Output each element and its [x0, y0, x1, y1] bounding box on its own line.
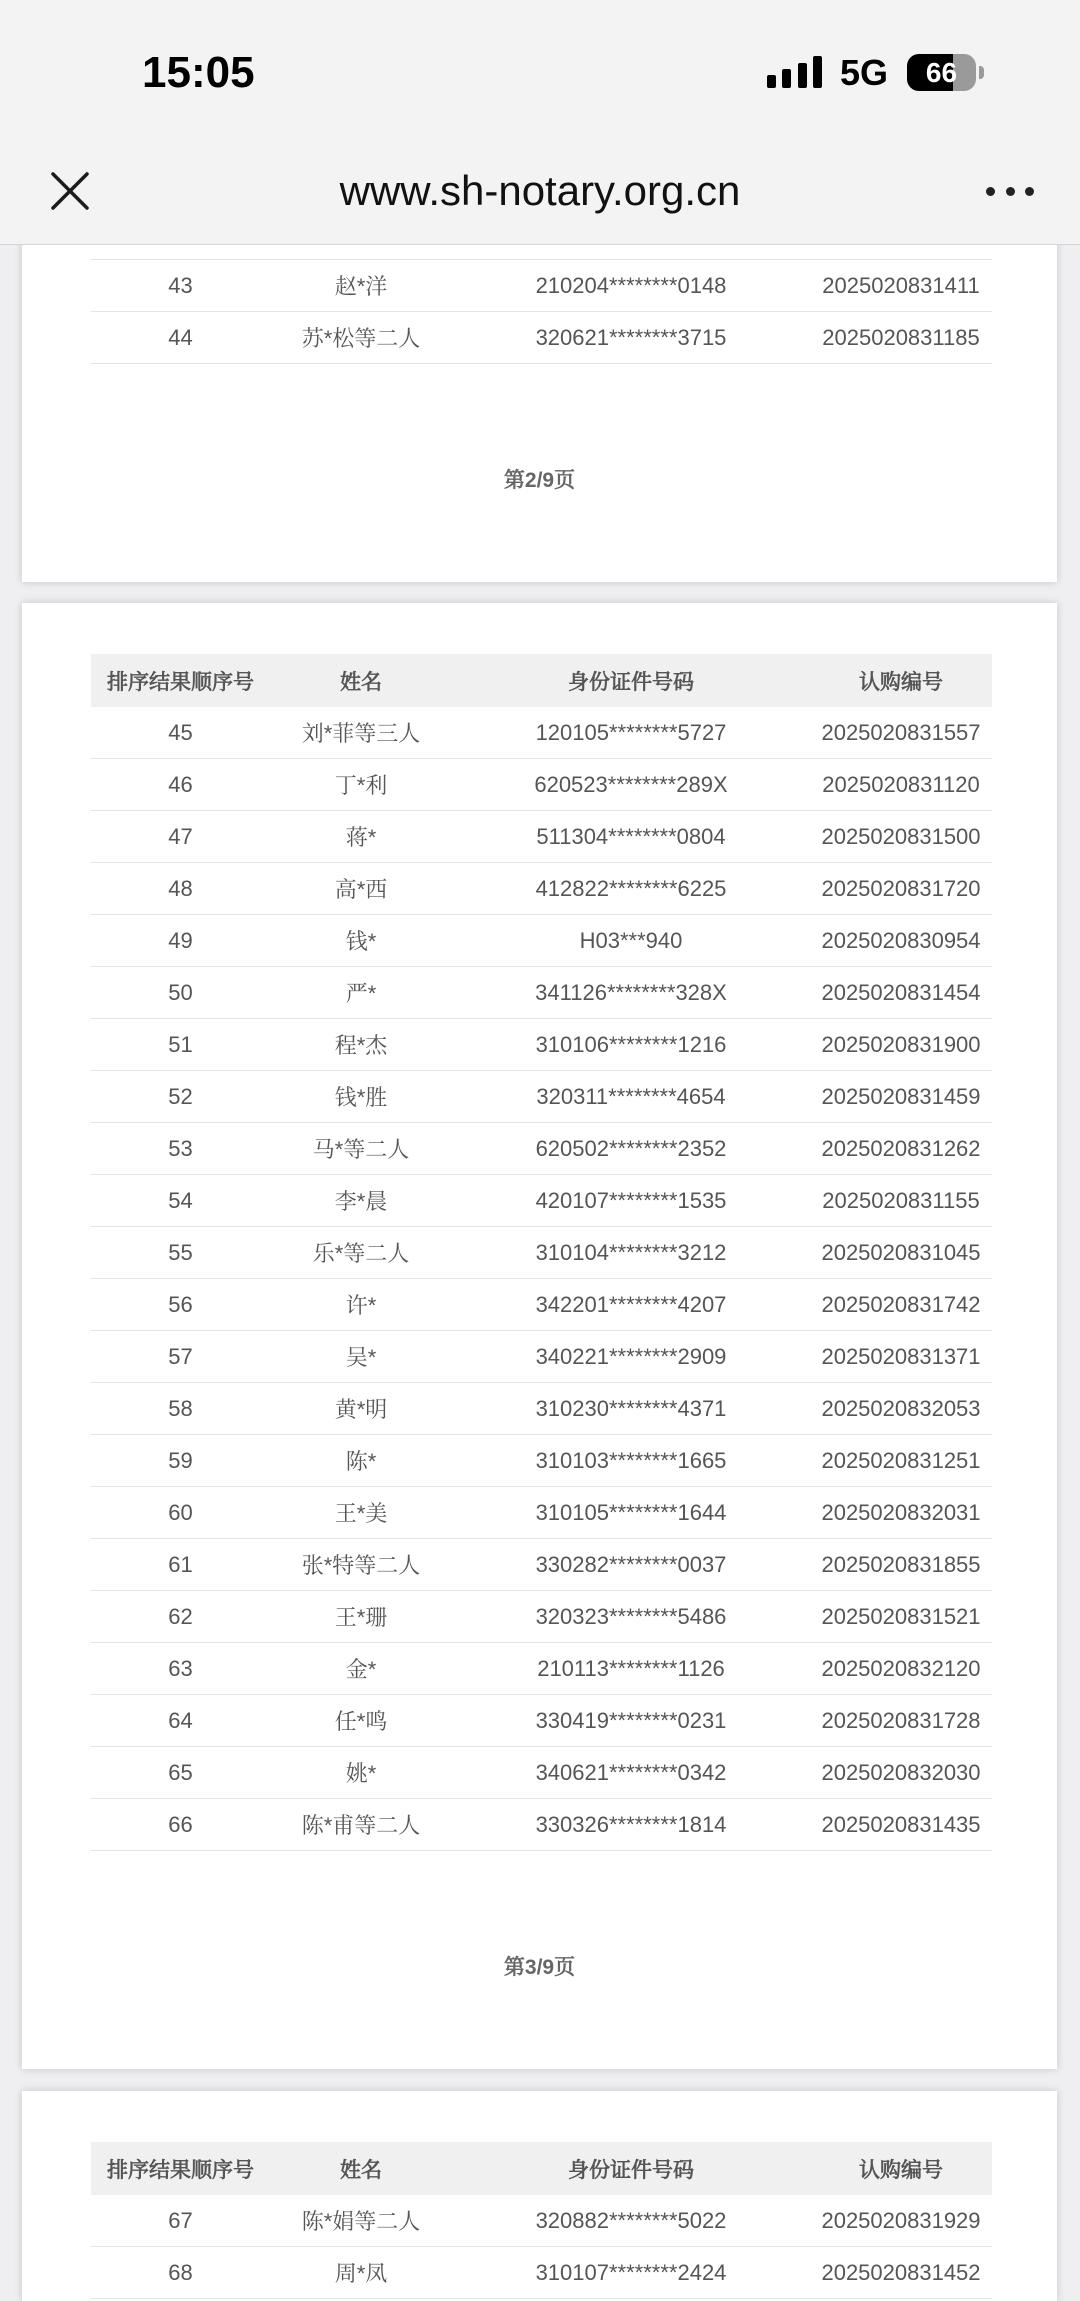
table-row: [91, 1331, 992, 1383]
table-row: [91, 2195, 992, 2247]
cell-rank: 56: [168, 1291, 193, 1317]
cell-name: 陈*甫等二人: [301, 1813, 421, 1838]
column-header-subscription-no: 认购编号: [859, 2158, 943, 2182]
cell-name: 任*鸣: [334, 1709, 388, 1734]
cell-id-number: 310105********1644: [535, 1499, 727, 1525]
cell-id-number: 340221********2909: [535, 1343, 727, 1369]
cell-rank: 63: [168, 1655, 193, 1681]
cell-rank: 58: [168, 1395, 193, 1421]
more-icon-dot: [986, 187, 995, 196]
cell-rank: 57: [168, 1343, 193, 1369]
cell-id-number: 320323********5486: [535, 1603, 727, 1629]
cell-rank: 65: [168, 1759, 193, 1785]
table-row: [91, 863, 992, 915]
table-row: [91, 1747, 992, 1799]
cell-name: 李*晨: [334, 1189, 388, 1214]
cell-name: 姚*: [345, 1761, 377, 1786]
cell-subscription-no: 2025020831500: [821, 823, 981, 849]
cell-subscription-no: 2025020831435: [821, 1811, 981, 1837]
cell-subscription-no: 2025020831371: [821, 1343, 981, 1369]
cell-rank: 43: [168, 272, 193, 298]
cell-id-number: 330326********1814: [535, 1811, 727, 1837]
cell-id-number: 320882********5022: [535, 2207, 727, 2233]
cell-id-number: 310230********4371: [535, 1395, 727, 1421]
cell-name: 钱*胜: [334, 1085, 388, 1110]
cell-subscription-no: 2025020831155: [822, 1187, 980, 1213]
signal-bar: [782, 69, 791, 88]
table-header: [91, 2142, 992, 2195]
cell-id-number: 342201********4207: [535, 1291, 727, 1317]
cell-id-number: 511304********0804: [536, 823, 726, 849]
table-row: [91, 1227, 992, 1279]
cell-name: 丁*利: [334, 773, 388, 798]
cell-subscription-no: 2025020832120: [821, 1655, 981, 1681]
cell-name: 张*特等二人: [301, 1553, 421, 1578]
table-row: [91, 1019, 992, 1071]
more-icon-dot: [1025, 187, 1034, 196]
network-type: 5G: [840, 52, 889, 93]
cell-rank: 67: [168, 2207, 193, 2233]
results-table: [91, 654, 992, 1851]
signal-bar: [767, 75, 776, 88]
cell-name: 马*等二人: [312, 1137, 410, 1162]
cell-id-number: H03***940: [579, 927, 683, 953]
cell-subscription-no: 2025020831720: [821, 875, 981, 901]
cell-rank: 53: [168, 1135, 193, 1161]
cell-name: 许*: [345, 1293, 377, 1318]
table-row: [91, 1279, 992, 1331]
more-icon-dot: [1006, 187, 1015, 196]
cell-id-number: 210204********0148: [535, 272, 727, 298]
table-row: [91, 260, 992, 312]
cell-id-number: 341126********328X: [535, 979, 727, 1005]
cell-subscription-no: 2025020831855: [821, 1551, 981, 1577]
browser-chrome: [0, 0, 1080, 245]
close-button[interactable]: [50, 171, 90, 211]
table-row: [91, 2247, 992, 2299]
cell-rank: 50: [168, 979, 193, 1005]
status-bar: [0, 0, 1080, 140]
cell-rank: 61: [168, 1551, 193, 1577]
cell-name: 陈*: [345, 1449, 377, 1474]
cell-id-number: 620523********289X: [534, 771, 728, 797]
table-row: [91, 1643, 992, 1695]
document-page: [22, 603, 1057, 2069]
cell-name: 黄*明: [334, 1397, 388, 1422]
column-header-id-number: 身份证件号码: [568, 670, 694, 694]
cell-name: 钱*: [345, 929, 377, 954]
battery-icon: [907, 54, 976, 91]
cell-name: 周*凤: [334, 2261, 388, 2286]
table-body: [91, 259, 992, 364]
table-row: [91, 1383, 992, 1435]
column-header-name: 姓名: [340, 2158, 382, 2182]
cell-subscription-no: 2025020831929: [821, 2207, 981, 2233]
column-header-rank: 排序结果顺序号: [107, 670, 254, 694]
cell-id-number: 320621********3715: [535, 324, 727, 350]
signal-bar: [813, 56, 822, 88]
column-header-rank: 排序结果顺序号: [107, 2158, 254, 2182]
table-body: [91, 2195, 992, 2299]
table-row: [91, 1071, 992, 1123]
signal-bar: [798, 63, 807, 88]
cell-subscription-no: 2025020831452: [821, 2259, 981, 2285]
table-row: [91, 1123, 992, 1175]
table-row: [91, 312, 992, 364]
cell-name: 刘*菲等三人: [301, 721, 421, 746]
cell-subscription-no: 2025020831454: [821, 979, 981, 1005]
table-row: [91, 1591, 992, 1643]
cell-subscription-no: 2025020831045: [821, 1239, 981, 1265]
battery-tip: [979, 66, 984, 79]
cell-name: 严*: [345, 981, 377, 1006]
table-body: [91, 707, 992, 1851]
close-icon: [50, 171, 90, 211]
status-time: 15:05: [142, 48, 255, 97]
cell-id-number: 310103********1665: [535, 1447, 727, 1473]
cell-subscription-no: 2025020831728: [821, 1707, 981, 1733]
table-row: [91, 759, 992, 811]
cell-rank: 55: [168, 1239, 193, 1265]
column-header-name: 姓名: [340, 670, 382, 694]
cell-subscription-no: 2025020831411: [822, 272, 980, 298]
cell-subscription-no: 2025020831120: [822, 771, 980, 797]
cell-subscription-no: 2025020832031: [821, 1499, 981, 1525]
page-number: 第3/9页: [503, 1956, 576, 1979]
cell-rank: 52: [168, 1083, 193, 1109]
cell-subscription-no: 2025020832053: [821, 1395, 981, 1421]
cell-subscription-no: 2025020831262: [821, 1135, 981, 1161]
cell-id-number: 412822********6225: [535, 875, 727, 901]
cell-subscription-no: 2025020831459: [821, 1083, 981, 1109]
cell-rank: 46: [168, 771, 193, 797]
cell-subscription-no: 2025020832030: [821, 1759, 981, 1785]
cell-id-number: 310104********3212: [535, 1239, 727, 1265]
table-row: [91, 1487, 992, 1539]
table-row: [91, 707, 992, 759]
cellular-signal-icon: [767, 56, 822, 88]
cell-rank: 48: [168, 875, 193, 901]
cell-rank: 59: [168, 1447, 193, 1473]
table-header: [91, 654, 992, 707]
cell-name: 高*西: [334, 877, 388, 902]
cell-subscription-no: 2025020830954: [821, 927, 981, 953]
cell-subscription-no: 2025020831251: [821, 1447, 981, 1473]
cell-name: 乐*等二人: [312, 1241, 410, 1266]
table-row: [91, 1799, 992, 1851]
cell-name: 金*: [345, 1657, 377, 1682]
table-row: [91, 967, 992, 1019]
cell-rank: 51: [168, 1031, 193, 1057]
document-page: [22, 2091, 1057, 2301]
column-header-subscription-no: 认购编号: [859, 670, 943, 694]
table-row: [91, 1539, 992, 1591]
table-row: [91, 811, 992, 863]
cell-name: 陈*娟等二人: [301, 2209, 421, 2234]
cell-id-number: 420107********1535: [535, 1187, 727, 1213]
results-table: [91, 259, 992, 364]
table-row: [91, 1175, 992, 1227]
cell-id-number: 210113********1126: [537, 1655, 725, 1681]
cell-id-number: 310106********1216: [535, 1031, 727, 1057]
cell-name: 王*珊: [334, 1605, 388, 1630]
column-header-id-number: 身份证件号码: [568, 2158, 694, 2182]
battery-percentage: 66: [925, 57, 958, 88]
table-row: [91, 1435, 992, 1487]
cell-rank: 45: [168, 719, 193, 745]
address-bar-url[interactable]: www.sh-notary.org.cn: [339, 167, 741, 214]
table-row: [91, 915, 992, 967]
cell-name: 程*杰: [334, 1033, 388, 1058]
cell-subscription-no: 2025020831900: [821, 1031, 981, 1057]
cell-rank: 44: [168, 324, 193, 350]
cell-id-number: 310107********2424: [535, 2259, 727, 2285]
cell-subscription-no: 2025020831557: [821, 719, 981, 745]
cell-name: 赵*洋: [334, 274, 388, 299]
cell-id-number: 120105********5727: [535, 719, 727, 745]
cell-subscription-no: 2025020831521: [821, 1603, 981, 1629]
cell-id-number: 330419********0231: [535, 1707, 727, 1733]
results-table: [91, 2142, 992, 2299]
cell-name: 蒋*: [345, 825, 377, 850]
table-row: [91, 1695, 992, 1747]
cell-name: 吴*: [345, 1345, 377, 1370]
cell-rank: 49: [168, 927, 193, 953]
cell-rank: 60: [168, 1499, 193, 1525]
browser-toolbar: [0, 140, 1080, 245]
cell-rank: 47: [168, 823, 193, 849]
cell-rank: 66: [168, 1811, 193, 1837]
cell-id-number: 320311********4654: [536, 1083, 726, 1109]
page-number: 第2/9页: [503, 469, 576, 492]
cell-id-number: 340621********0342: [535, 1759, 727, 1785]
cell-subscription-no: 2025020831742: [821, 1291, 981, 1317]
cell-subscription-no: 2025020831185: [822, 324, 980, 350]
cell-rank: 62: [168, 1603, 193, 1629]
cell-rank: 54: [168, 1187, 193, 1213]
cell-id-number: 330282********0037: [535, 1551, 727, 1577]
cell-rank: 68: [168, 2259, 193, 2285]
cell-name: 苏*松等二人: [301, 326, 421, 351]
more-options-button[interactable]: [982, 176, 1038, 206]
cell-rank: 64: [168, 1707, 193, 1733]
cell-id-number: 620502********2352: [535, 1135, 727, 1161]
cell-name: 王*美: [334, 1501, 388, 1526]
